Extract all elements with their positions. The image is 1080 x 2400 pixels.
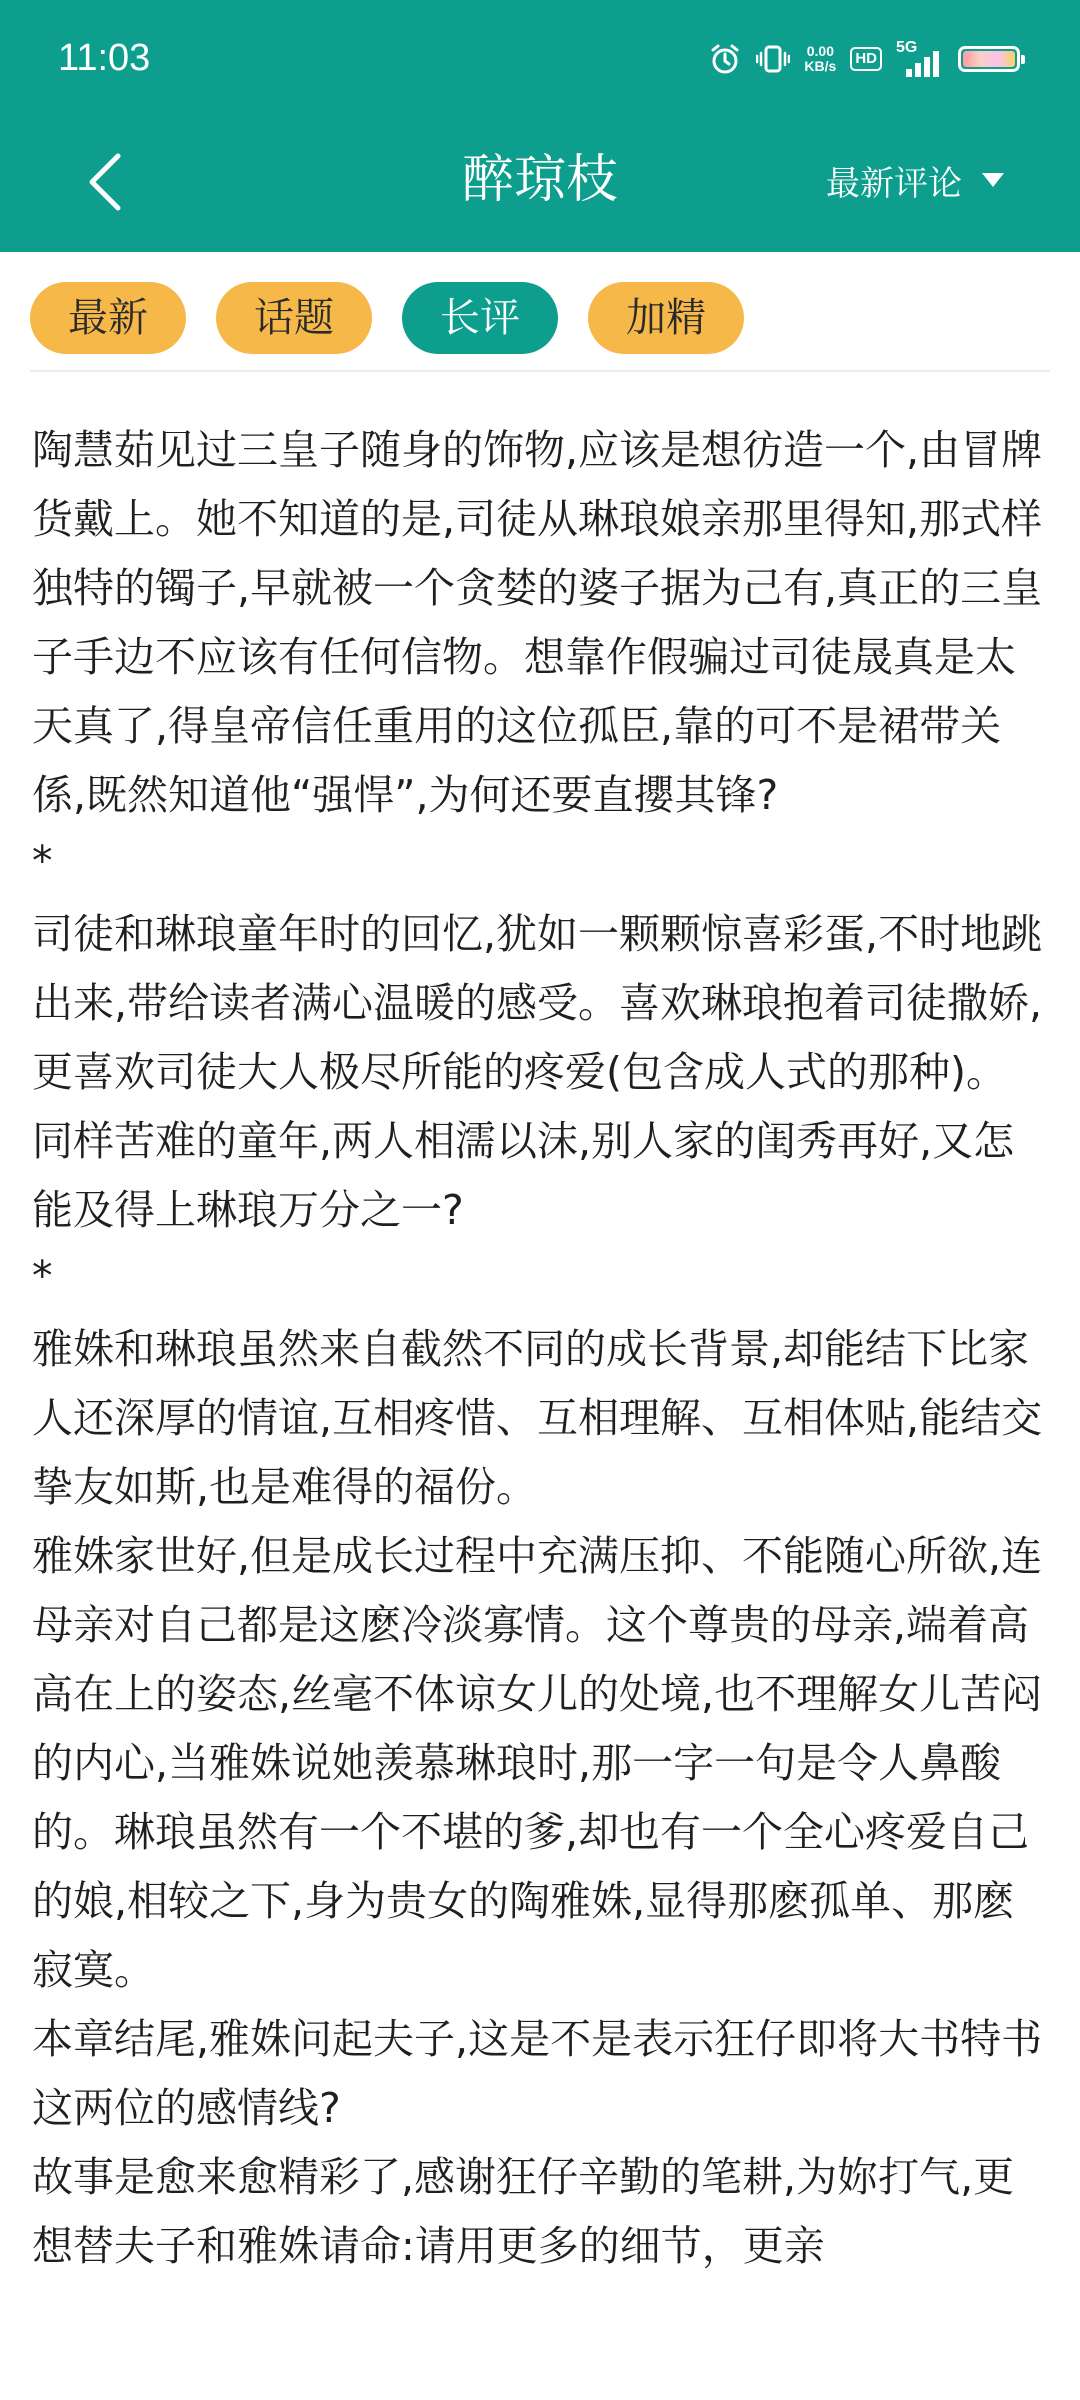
filter-tabs — [30, 282, 744, 354]
sort-dropdown[interactable] — [826, 148, 1006, 212]
review-paragraph: 陶慧茹见过三皇子随身的饰物,应该是想彷造一个,由冒牌货戴上。她不知道的是,司徒从琳琅娘亲那里得知,那式样独特的镯子,早就被一个贪婪的婆子据为己有,真正的三皇子手边不应该有任何信物。想靠作假骗过司徒晟真是太天真了,得皇帝信任重用的这位孤臣,靠的可不是裙带关係,既然知道他“强悍”,为何还要直攖其锋? — [32, 426, 1043, 819]
divider — [30, 370, 1050, 372]
status-icons — [708, 34, 1020, 84]
review-paragraph: 同样苦难的童年,两人相濡以沫,别人家的闺秀再好,又怎能及得上琳琅万分之一? — [32, 1117, 1015, 1234]
tab-latest[interactable]: 最新 — [30, 282, 186, 354]
review-paragraph: 本章结尾,雅姝问起夫子,这是不是表示狂仔即将大书特书这两位的感情线? — [32, 2015, 1043, 2132]
sort-label: 最新评论 — [826, 163, 962, 204]
back-button[interactable] — [78, 140, 138, 220]
net-speed-unit: KB/s — [804, 58, 837, 74]
tab-topics[interactable]: 话题 — [216, 282, 372, 354]
tab-long-reviews[interactable]: 长评 — [402, 282, 558, 354]
signal-icon — [896, 39, 944, 79]
section-separator: * — [32, 837, 53, 885]
vibrate-icon — [756, 42, 790, 76]
tab-featured[interactable]: 加精 — [588, 282, 744, 354]
review-paragraph: 雅姝和琳琅虽然来自截然不同的成长背景,却能结下比家人还深厚的情谊,互相疼惜、互相理解、互相体贴,能结交挚友如斯,也是难得的福份。 — [32, 1325, 1043, 1511]
page-title: 醉琼枝 — [461, 150, 618, 210]
section-separator: * — [32, 1252, 53, 1300]
review-paragraph: 雅姝家世好,但是成长过程中充满压抑、不能随心所欲,连母亲对自己都是这麽冷淡寡情。这个尊贵的母亲,端着高高在上的姿态,丝毫不体谅女儿的处境,也不理解女儿苦闷的内心,当雅姝说她羡慕琳琅时,那一字一句是令人鼻酸的。琳琅虽然有一个不堪的爹,却也有一个全心疼爱自己的娘,相较之下,身为贵女的陶雅姝,显得那麽孤单、那麽寂寞。 — [32, 1532, 1043, 1994]
status-time: 11:03 — [58, 37, 151, 79]
signal-label: 5G — [896, 39, 918, 56]
alarm-icon — [708, 42, 742, 76]
app-header — [0, 0, 1080, 252]
net-speed-value: 0.00 — [806, 43, 834, 59]
chevron-left-icon — [78, 140, 138, 220]
battery-icon — [958, 46, 1020, 72]
review-paragraph: 故事是愈来愈精彩了,感谢狂仔辛勤的笔耕,为妳打气,更想替夫子和雅姝请命:请用更多的细节，更亲 — [32, 2153, 1015, 2270]
review-content — [32, 416, 1052, 2281]
net-speed — [804, 44, 836, 74]
caret-down-icon — [980, 170, 1006, 190]
review-paragraph: 司徒和琳琅童年时的回忆,犹如一颗颗惊喜彩蛋,不时地跳出来,带给读者满心温暖的感受。喜欢琳琅抱着司徒撒娇,更喜欢司徒大人极尽所能的疼爱(包含成人式的那种)。 — [32, 910, 1043, 1096]
hd-badge: HD — [850, 47, 882, 71]
